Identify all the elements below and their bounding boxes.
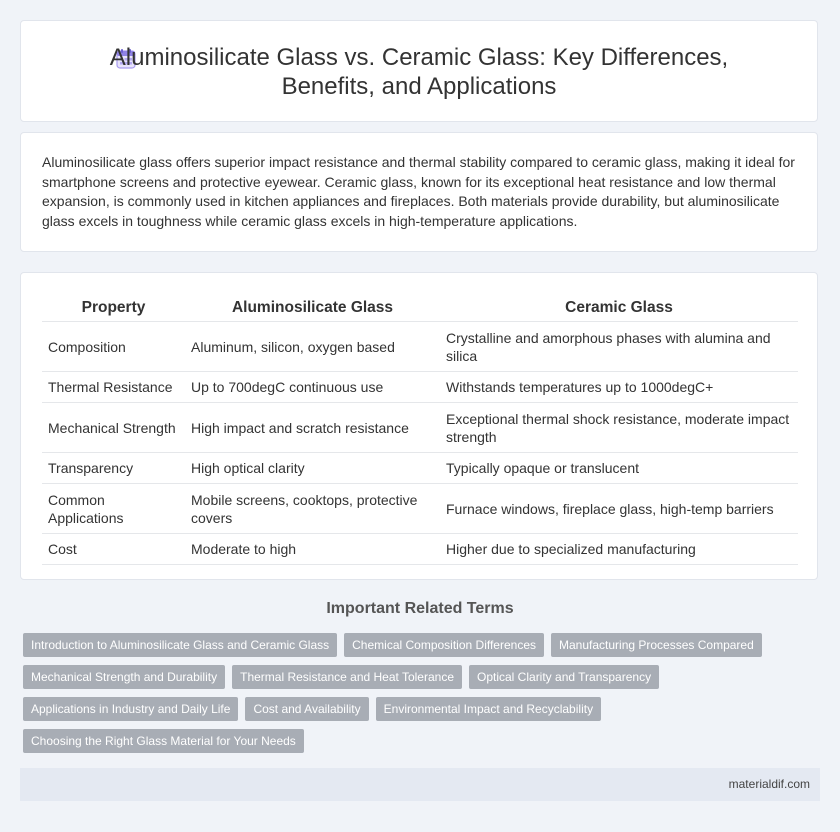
table-cell: Higher due to specialized manufacturing bbox=[440, 534, 798, 565]
footer bbox=[20, 768, 820, 801]
table-row bbox=[42, 322, 798, 372]
table-row bbox=[42, 534, 798, 565]
table-cell: Withstands temperatures up to 1000degC+ bbox=[440, 372, 798, 403]
related-term-tag[interactable]: Cost and Availability bbox=[245, 697, 368, 721]
related-term-tag[interactable]: Choosing the Right Glass Material for Your Needs bbox=[23, 729, 304, 753]
table-row bbox=[42, 403, 798, 453]
table-cell: Mobile screens, cooktops, protective covers bbox=[185, 484, 440, 534]
related-term-tag[interactable]: Thermal Resistance and Heat Tolerance bbox=[232, 665, 462, 689]
table-cell: Exceptional thermal shock resistance, moderate impact strength bbox=[440, 403, 798, 453]
related-term-tag[interactable]: Chemical Composition Differences bbox=[344, 633, 544, 657]
header-aluminosilicate: Aluminosilicate Glass bbox=[185, 295, 440, 322]
footer-site-link[interactable]: materialdif.com bbox=[728, 777, 810, 791]
table-cell: Mechanical Strength bbox=[42, 403, 185, 453]
comparison-table bbox=[42, 295, 798, 565]
table-cell: Thermal Resistance bbox=[42, 372, 185, 403]
intro-paragraph: Aluminosilicate glass offers superior impact resistance and thermal stability compared to ceramic glass, making it ideal for smartphone screens and protective eyewear. Ceramic glass, known for its exceptional heat resistance and low thermal expansion, is commonly used in kitchen appliances and fireplaces. Both materials provide durability, but aluminosilicate glass excels in toughness while ceramic glass excels in high-temperature applications. bbox=[42, 154, 795, 229]
table-cell: Up to 700degC continuous use bbox=[185, 372, 440, 403]
related-term-tag[interactable]: Introduction to Aluminosilicate Glass and Ceramic Glass bbox=[23, 633, 337, 657]
related-term-tag[interactable]: Applications in Industry and Daily Life bbox=[23, 697, 238, 721]
table-cell: High optical clarity bbox=[185, 453, 440, 484]
table-row bbox=[42, 453, 798, 484]
table-cell: Transparency bbox=[42, 453, 185, 484]
header-property: Property bbox=[42, 295, 185, 322]
table-header-row bbox=[42, 295, 798, 322]
table-cell: Crystalline and amorphous phases with alumina and silica bbox=[440, 322, 798, 372]
table-cell: High impact and scratch resistance bbox=[185, 403, 440, 453]
table-cell: Typically opaque or translucent bbox=[440, 453, 798, 484]
related-term-tag[interactable]: Manufacturing Processes Compared bbox=[551, 633, 762, 657]
table-cell: Composition bbox=[42, 322, 185, 372]
table-cell: Cost bbox=[42, 534, 185, 565]
related-term-tag[interactable]: Mechanical Strength and Durability bbox=[23, 665, 225, 689]
comparison-table-card bbox=[20, 272, 818, 580]
table-row bbox=[42, 372, 798, 403]
related-term-tag[interactable]: Optical Clarity and Transparency bbox=[469, 665, 659, 689]
table-cell: Moderate to high bbox=[185, 534, 440, 565]
header-card bbox=[20, 20, 818, 122]
intro-card bbox=[20, 132, 818, 252]
related-terms-list bbox=[23, 633, 783, 761]
table-cell: Aluminum, silicon, oxygen based bbox=[185, 322, 440, 372]
header-ceramic: Ceramic Glass bbox=[440, 295, 798, 322]
related-term-tag[interactable]: Environmental Impact and Recyclability bbox=[376, 697, 601, 721]
table-cell: Common Applications bbox=[42, 484, 185, 534]
page-title: Aluminosilicate Glass vs. Ceramic Glass: Key Differences, Benefits, and Applications bbox=[109, 44, 729, 100]
related-terms-title: Important Related Terms bbox=[326, 600, 514, 617]
table-cell: Furnace windows, fireplace glass, high-temp barriers bbox=[440, 484, 798, 534]
table-row bbox=[42, 484, 798, 534]
